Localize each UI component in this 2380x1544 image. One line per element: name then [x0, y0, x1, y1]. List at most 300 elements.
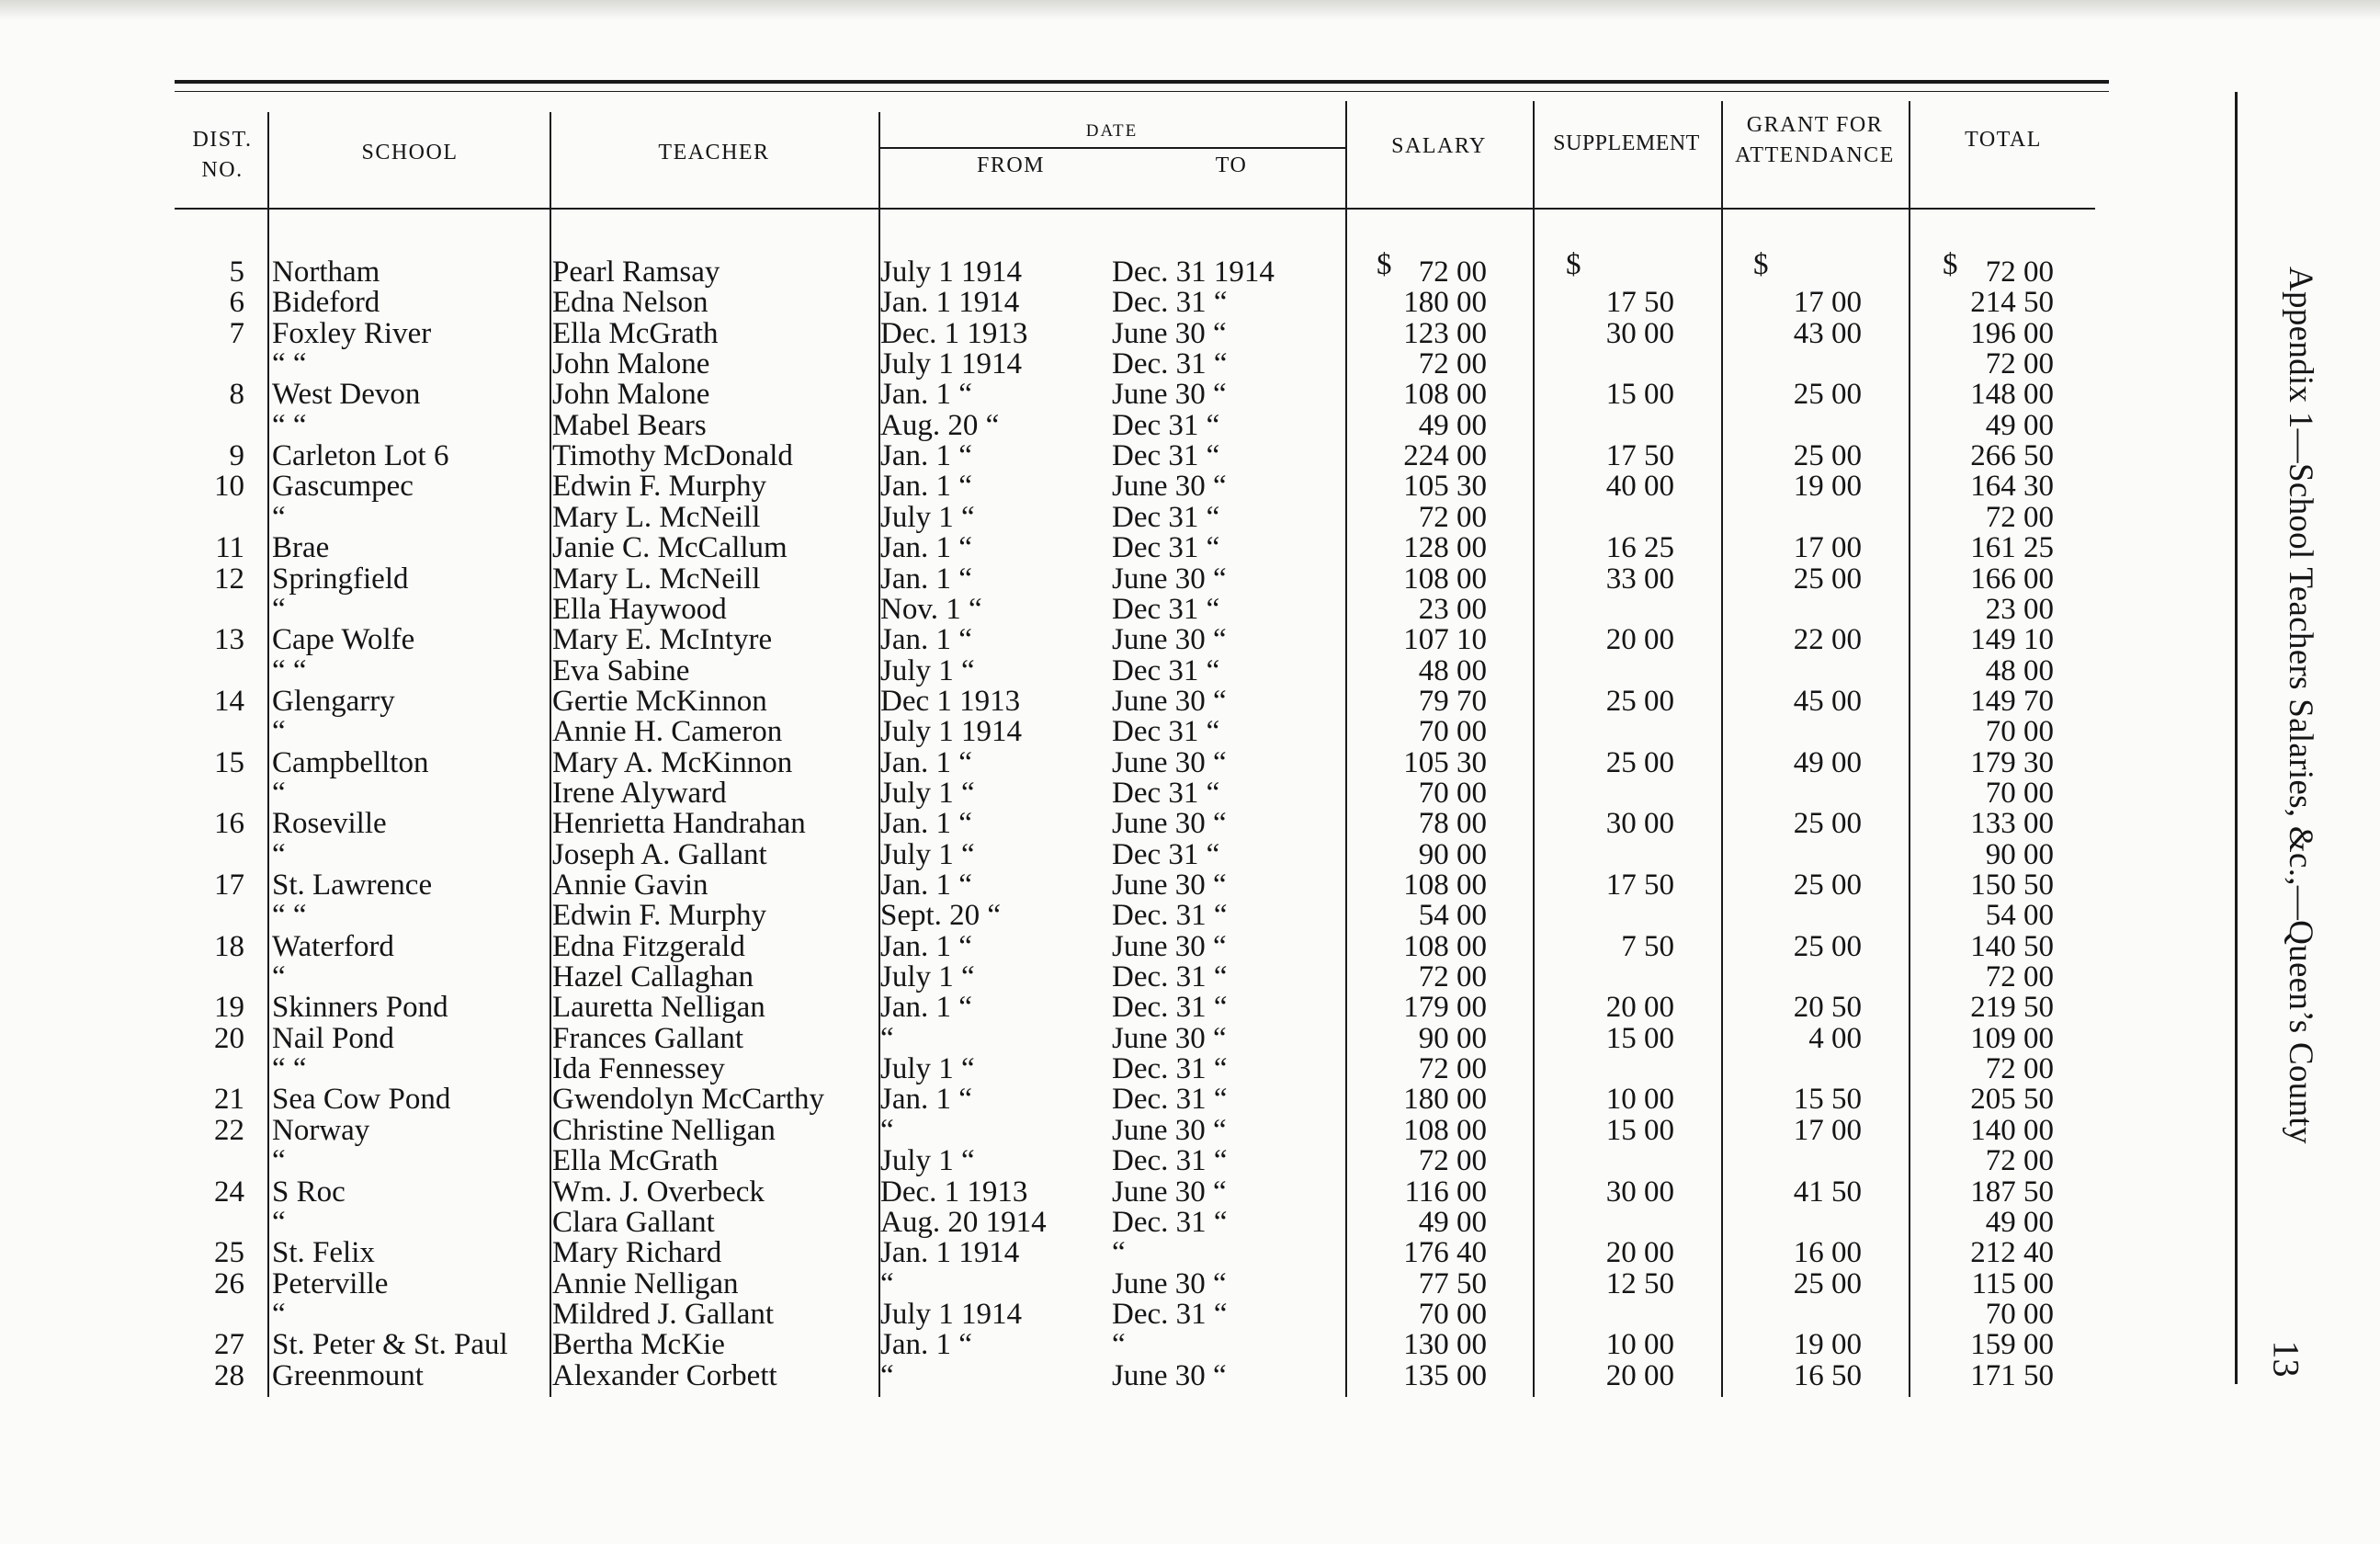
- row-19-from: July 1 “: [880, 838, 975, 871]
- row-6-from: Jan. 1 “: [880, 439, 972, 472]
- row-2-supplement: 30 00: [1605, 317, 1674, 350]
- row-18-dist: 16: [214, 807, 244, 840]
- row-34-total: 70 00: [1985, 1298, 2054, 1331]
- row-2-salary: 123 00: [1403, 317, 1487, 350]
- row-0-teacher: Pearl Ramsay: [552, 255, 720, 289]
- row-16-grant: 49 00: [1793, 746, 1862, 779]
- row-19-total: 90 00: [1985, 838, 2054, 871]
- row-6-teacher: Timothy McDonald: [552, 439, 793, 472]
- row-24-total: 219 50: [1970, 991, 2054, 1024]
- row-17-teacher: Irene Alyward: [552, 777, 727, 810]
- row-10-supplement: 33 00: [1605, 562, 1674, 596]
- row-36-from: “: [880, 1359, 894, 1392]
- row-4-school: West Devon: [272, 378, 421, 411]
- page-number: 13: [2265, 1340, 2307, 1378]
- row-12-dist: 13: [214, 623, 244, 656]
- row-18-school: Roseville: [272, 807, 387, 840]
- row-18-grant: 25 00: [1793, 807, 1862, 840]
- row-26-to: Dec. 31 “: [1112, 1052, 1228, 1085]
- row-22-grant: 25 00: [1793, 930, 1862, 963]
- row-9-grant: 17 00: [1793, 531, 1862, 564]
- row-19-school: “: [272, 838, 286, 871]
- row-9-to: Dec 31 “: [1112, 531, 1220, 564]
- row-18-total: 133 00: [1970, 807, 2054, 840]
- row-27-from: Jan. 1 “: [880, 1083, 972, 1116]
- row-27-total: 205 50: [1970, 1083, 2054, 1116]
- row-33-from: “: [880, 1267, 894, 1300]
- row-8-teacher: Mary L. McNeill: [552, 501, 761, 534]
- row-12-teacher: Mary E. McIntyre: [552, 623, 773, 656]
- header-to: TO: [1215, 153, 1248, 177]
- row-18-to: June 30 “: [1112, 807, 1227, 840]
- header-date: DATE: [1085, 121, 1139, 141]
- col-rule-1: [267, 112, 269, 1397]
- row-4-total: 148 00: [1970, 378, 2054, 411]
- row-35-salary: 130 00: [1403, 1328, 1487, 1361]
- total-dollar: $: [1943, 248, 1958, 281]
- row-25-teacher: Frances Gallant: [552, 1022, 744, 1055]
- row-21-from: Sept. 20 “: [880, 899, 1002, 932]
- row-28-from: “: [880, 1114, 894, 1147]
- row-5-school: “ “: [272, 409, 307, 442]
- row-6-grant: 25 00: [1793, 439, 1862, 472]
- row-12-school: Cape Wolfe: [272, 623, 415, 656]
- row-32-school: St. Felix: [272, 1236, 375, 1269]
- row-27-school: Sea Cow Pond: [272, 1083, 451, 1116]
- header-bottom-rule: [175, 208, 2095, 210]
- row-34-teacher: Mildred J. Gallant: [552, 1298, 775, 1331]
- row-23-salary: 72 00: [1418, 960, 1487, 993]
- row-29-school: “: [272, 1144, 286, 1177]
- row-20-salary: 108 00: [1403, 868, 1487, 902]
- row-25-school: Nail Pond: [272, 1022, 394, 1055]
- row-26-total: 72 00: [1985, 1052, 2054, 1085]
- row-36-total: 171 50: [1970, 1359, 2054, 1392]
- row-22-to: June 30 “: [1112, 930, 1227, 963]
- row-5-from: Aug. 20 “: [880, 409, 1000, 442]
- row-29-salary: 72 00: [1418, 1144, 1487, 1177]
- row-4-grant: 25 00: [1793, 378, 1862, 411]
- row-25-total: 109 00: [1970, 1022, 2054, 1055]
- row-11-to: Dec 31 “: [1112, 593, 1220, 626]
- row-14-school: Glengarry: [272, 685, 395, 718]
- row-32-teacher: Mary Richard: [552, 1236, 722, 1269]
- row-16-total: 179 30: [1970, 746, 2054, 779]
- row-7-supplement: 40 00: [1605, 470, 1674, 503]
- row-30-total: 187 50: [1970, 1175, 2054, 1209]
- row-5-total: 49 00: [1985, 409, 2054, 442]
- side-title: Appendix 1—School Teachers Salaries, &c.,—Queen’s County: [2282, 267, 2319, 1144]
- row-9-teacher: Janie C. McCallum: [552, 531, 788, 564]
- header-total: TOTAL: [1965, 128, 2042, 152]
- row-32-total: 212 40: [1970, 1236, 2054, 1269]
- row-7-from: Jan. 1 “: [880, 470, 972, 503]
- row-10-dist: 12: [214, 562, 244, 596]
- row-23-total: 72 00: [1985, 960, 2054, 993]
- row-36-school: Greenmount: [272, 1359, 424, 1392]
- header-grant: GRANT FOR ATTENDANCE: [1735, 113, 1895, 167]
- row-7-to: June 30 “: [1112, 470, 1227, 503]
- row-16-to: June 30 “: [1112, 746, 1227, 779]
- row-23-to: Dec. 31 “: [1112, 960, 1228, 993]
- row-13-school: “ “: [272, 654, 307, 687]
- row-1-salary: 180 00: [1403, 286, 1487, 319]
- row-31-from: Aug. 20 1914: [880, 1206, 1047, 1239]
- row-25-dist: 20: [214, 1022, 244, 1055]
- row-31-total: 49 00: [1985, 1206, 2054, 1239]
- row-14-from: Dec 1 1913: [880, 685, 1021, 718]
- row-35-dist: 27: [214, 1328, 244, 1361]
- row-34-school: “: [272, 1298, 286, 1331]
- row-24-dist: 19: [214, 991, 244, 1024]
- row-27-dist: 21: [214, 1083, 244, 1116]
- row-15-teacher: Annie H. Cameron: [552, 715, 783, 748]
- row-6-salary: 224 00: [1403, 439, 1487, 472]
- row-28-dist: 22: [214, 1114, 244, 1147]
- row-3-to: Dec. 31 “: [1112, 347, 1228, 380]
- row-17-school: “: [272, 777, 286, 810]
- row-14-supplement: 25 00: [1605, 685, 1674, 718]
- row-23-teacher: Hazel Callaghan: [552, 960, 754, 993]
- row-1-from: Jan. 1 1914: [880, 286, 1020, 319]
- top-rule-thin: [175, 91, 2109, 92]
- row-27-salary: 180 00: [1403, 1083, 1487, 1116]
- row-8-from: July 1 “: [880, 501, 975, 534]
- row-10-school: Springfield: [272, 562, 409, 596]
- row-9-dist: 11: [215, 531, 244, 564]
- row-35-teacher: Bertha McKie: [552, 1328, 725, 1361]
- row-35-total: 159 00: [1970, 1328, 2054, 1361]
- row-3-teacher: John Malone: [552, 347, 710, 380]
- row-4-teacher: John Malone: [552, 378, 710, 411]
- row-21-total: 54 00: [1985, 899, 2054, 932]
- row-16-salary: 105 30: [1403, 746, 1487, 779]
- row-15-school: “: [272, 715, 286, 748]
- row-27-supplement: 10 00: [1605, 1083, 1674, 1116]
- row-3-salary: 72 00: [1418, 347, 1487, 380]
- row-26-school: “ “: [272, 1052, 307, 1085]
- row-33-to: June 30 “: [1112, 1267, 1227, 1300]
- row-19-salary: 90 00: [1418, 838, 1487, 871]
- row-3-from: July 1 1914: [880, 347, 1023, 380]
- row-34-from: July 1 1914: [880, 1298, 1023, 1331]
- row-10-from: Jan. 1 “: [880, 562, 972, 596]
- row-25-from: “: [880, 1022, 894, 1055]
- row-14-salary: 79 70: [1418, 685, 1487, 718]
- row-24-supplement: 20 00: [1605, 991, 1674, 1024]
- row-32-supplement: 20 00: [1605, 1236, 1674, 1269]
- row-9-supplement: 16 25: [1605, 531, 1674, 564]
- row-16-supplement: 25 00: [1605, 746, 1674, 779]
- row-8-total: 72 00: [1985, 501, 2054, 534]
- date-sub-rule: [878, 147, 1345, 149]
- row-14-total: 149 70: [1970, 685, 2054, 718]
- row-16-dist: 15: [214, 746, 244, 779]
- row-20-grant: 25 00: [1793, 868, 1862, 902]
- header-from: FROM: [976, 153, 1046, 177]
- row-17-salary: 70 00: [1418, 777, 1487, 810]
- row-17-from: July 1 “: [880, 777, 975, 810]
- row-19-teacher: Joseph A. Gallant: [552, 838, 767, 871]
- row-2-school: Foxley River: [272, 317, 432, 350]
- row-33-salary: 77 50: [1418, 1267, 1487, 1300]
- row-22-dist: 18: [214, 930, 244, 963]
- row-9-from: Jan. 1 “: [880, 531, 972, 564]
- row-20-to: June 30 “: [1112, 868, 1227, 902]
- row-33-total: 115 00: [1971, 1267, 2054, 1300]
- row-13-from: July 1 “: [880, 654, 975, 687]
- row-1-supplement: 17 50: [1605, 286, 1674, 319]
- row-20-from: Jan. 1 “: [880, 868, 972, 902]
- row-34-to: Dec. 31 “: [1112, 1298, 1228, 1331]
- row-8-to: Dec 31 “: [1112, 501, 1220, 534]
- row-35-school: St. Peter & St. Paul: [272, 1328, 508, 1361]
- row-30-dist: 24: [214, 1175, 244, 1209]
- row-35-from: Jan. 1 “: [880, 1328, 972, 1361]
- row-31-salary: 49 00: [1418, 1206, 1487, 1239]
- row-21-salary: 54 00: [1418, 899, 1487, 932]
- row-29-to: Dec. 31 “: [1112, 1144, 1228, 1177]
- row-16-teacher: Mary A. McKinnon: [552, 746, 793, 779]
- row-2-total: 196 00: [1970, 317, 2054, 350]
- row-4-to: June 30 “: [1112, 378, 1227, 411]
- row-20-teacher: Annie Gavin: [552, 868, 708, 902]
- row-30-supplement: 30 00: [1605, 1175, 1674, 1209]
- row-36-dist: 28: [214, 1359, 244, 1392]
- row-36-supplement: 20 00: [1605, 1359, 1674, 1392]
- row-8-school: “: [272, 501, 286, 534]
- row-26-salary: 72 00: [1418, 1052, 1487, 1085]
- row-10-grant: 25 00: [1793, 562, 1862, 596]
- row-2-teacher: Ella McGrath: [552, 317, 719, 350]
- row-31-teacher: Clara Gallant: [552, 1206, 715, 1239]
- row-33-school: Peterville: [272, 1267, 389, 1300]
- row-15-salary: 70 00: [1418, 715, 1487, 748]
- row-28-grant: 17 00: [1793, 1114, 1862, 1147]
- row-11-salary: 23 00: [1418, 593, 1487, 626]
- row-0-total: 72 00: [1985, 255, 2054, 289]
- row-33-dist: 26: [214, 1267, 244, 1300]
- row-9-total: 161 25: [1970, 531, 2054, 564]
- row-3-total: 72 00: [1985, 347, 2054, 380]
- header-school: SCHOOL: [361, 141, 459, 165]
- col-rule-5: [1533, 101, 1535, 1397]
- row-34-salary: 70 00: [1418, 1298, 1487, 1331]
- row-2-to: June 30 “: [1112, 317, 1227, 350]
- row-22-total: 140 50: [1970, 930, 2054, 963]
- row-28-supplement: 15 00: [1605, 1114, 1674, 1147]
- row-18-teacher: Henrietta Handrahan: [552, 807, 806, 840]
- row-10-to: June 30 “: [1112, 562, 1227, 596]
- row-30-from: Dec. 1 1913: [880, 1175, 1028, 1209]
- row-22-from: Jan. 1 “: [880, 930, 972, 963]
- row-30-grant: 41 50: [1793, 1175, 1862, 1209]
- row-3-school: “ “: [272, 347, 307, 380]
- col-rule-6: [1721, 101, 1723, 1397]
- header-teacher: TEACHER: [658, 141, 770, 165]
- row-10-teacher: Mary L. McNeill: [552, 562, 761, 596]
- row-22-school: Waterford: [272, 930, 394, 963]
- row-24-from: Jan. 1 “: [880, 991, 972, 1024]
- row-35-grant: 19 00: [1793, 1328, 1862, 1361]
- row-11-total: 23 00: [1985, 593, 2054, 626]
- row-0-salary: 72 00: [1418, 255, 1487, 289]
- row-8-salary: 72 00: [1418, 501, 1487, 534]
- row-1-total: 214 50: [1970, 286, 2054, 319]
- row-15-to: Dec 31 “: [1112, 715, 1220, 748]
- row-27-to: Dec. 31 “: [1112, 1083, 1228, 1116]
- top-rule: [175, 80, 2109, 84]
- row-18-salary: 78 00: [1418, 807, 1487, 840]
- row-0-to: Dec. 31 1914: [1112, 255, 1275, 289]
- grant-dollar: $: [1753, 248, 1769, 281]
- row-7-grant: 19 00: [1793, 470, 1862, 503]
- row-26-teacher: Ida Fennessey: [552, 1052, 725, 1085]
- col-rule-7: [1909, 101, 1910, 1397]
- row-20-supplement: 17 50: [1605, 868, 1674, 902]
- row-25-supplement: 15 00: [1605, 1022, 1674, 1055]
- row-19-to: Dec 31 “: [1112, 838, 1220, 871]
- header-supplement: SUPPLEMENT: [1553, 131, 1700, 155]
- row-24-teacher: Lauretta Nelligan: [552, 991, 765, 1024]
- row-6-total: 266 50: [1970, 439, 2054, 472]
- row-31-to: Dec. 31 “: [1112, 1206, 1228, 1239]
- row-1-dist: 6: [229, 286, 244, 319]
- row-15-from: July 1 1914: [880, 715, 1023, 748]
- row-1-grant: 17 00: [1793, 286, 1862, 319]
- row-32-from: Jan. 1 1914: [880, 1236, 1020, 1269]
- row-2-grant: 43 00: [1793, 317, 1862, 350]
- row-24-grant: 20 50: [1793, 991, 1862, 1024]
- row-25-grant: 4 00: [1808, 1022, 1862, 1055]
- page-edge-shadow: [0, 0, 2380, 20]
- row-26-from: July 1 “: [880, 1052, 975, 1085]
- row-32-to: “: [1112, 1236, 1126, 1269]
- row-30-school: S Roc: [272, 1175, 346, 1209]
- row-6-to: Dec 31 “: [1112, 439, 1220, 472]
- row-27-grant: 15 50: [1793, 1083, 1862, 1116]
- row-32-dist: 25: [214, 1236, 244, 1269]
- row-10-total: 166 00: [1970, 562, 2054, 596]
- row-14-grant: 45 00: [1793, 685, 1862, 718]
- row-13-total: 48 00: [1985, 654, 2054, 687]
- row-27-teacher: Gwendolyn McCarthy: [552, 1083, 825, 1116]
- row-11-from: Nov. 1 “: [880, 593, 982, 626]
- row-33-supplement: 12 50: [1605, 1267, 1674, 1300]
- row-21-school: “ “: [272, 899, 307, 932]
- row-18-from: Jan. 1 “: [880, 807, 972, 840]
- row-14-teacher: Gertie McKinnon: [552, 685, 767, 718]
- header-salary: SALARY: [1391, 134, 1487, 158]
- row-10-salary: 108 00: [1403, 562, 1487, 596]
- col-rule-2: [550, 112, 551, 1397]
- row-33-teacher: Annie Nelligan: [552, 1267, 739, 1300]
- row-30-teacher: Wm. J. Overbeck: [552, 1175, 765, 1209]
- row-22-salary: 108 00: [1403, 930, 1487, 963]
- row-14-dist: 14: [214, 685, 244, 718]
- row-12-salary: 107 10: [1403, 623, 1487, 656]
- row-7-salary: 105 30: [1403, 470, 1487, 503]
- row-11-school: “: [272, 593, 286, 626]
- row-7-dist: 10: [214, 470, 244, 503]
- row-35-supplement: 10 00: [1605, 1328, 1674, 1361]
- row-12-to: June 30 “: [1112, 623, 1227, 656]
- row-11-teacher: Ella Haywood: [552, 593, 727, 626]
- row-4-salary: 108 00: [1403, 378, 1487, 411]
- row-6-supplement: 17 50: [1605, 439, 1674, 472]
- row-20-dist: 17: [214, 868, 244, 902]
- row-28-total: 140 00: [1970, 1114, 2054, 1147]
- row-15-total: 70 00: [1985, 715, 2054, 748]
- row-4-supplement: 15 00: [1605, 378, 1674, 411]
- row-29-teacher: Ella McGrath: [552, 1144, 719, 1177]
- row-30-to: June 30 “: [1112, 1175, 1227, 1209]
- row-12-supplement: 20 00: [1605, 623, 1674, 656]
- row-4-dist: 8: [229, 378, 244, 411]
- row-20-total: 150 50: [1970, 868, 2054, 902]
- row-2-from: Dec. 1 1913: [880, 317, 1028, 350]
- row-17-to: Dec 31 “: [1112, 777, 1220, 810]
- row-24-salary: 179 00: [1403, 991, 1487, 1024]
- row-9-salary: 128 00: [1403, 531, 1487, 564]
- row-2-dist: 7: [229, 317, 244, 350]
- row-28-school: Norway: [272, 1114, 370, 1147]
- row-31-school: “: [272, 1206, 286, 1239]
- row-4-from: Jan. 1 “: [880, 378, 972, 411]
- row-6-school: Carleton Lot 6: [272, 439, 449, 472]
- row-25-to: June 30 “: [1112, 1022, 1227, 1055]
- row-0-from: July 1 1914: [880, 255, 1023, 289]
- row-22-supplement: 7 50: [1621, 930, 1674, 963]
- row-0-school: Northam: [272, 255, 380, 289]
- row-36-grant: 16 50: [1793, 1359, 1862, 1392]
- header-dist-no: DIST. NO.: [192, 128, 253, 182]
- right-margin-rule: [2235, 92, 2238, 1384]
- row-29-total: 72 00: [1985, 1144, 2054, 1177]
- salary-dollar: $: [1377, 248, 1392, 281]
- row-21-to: Dec. 31 “: [1112, 899, 1228, 932]
- row-0-dist: 5: [229, 255, 244, 289]
- row-28-to: June 30 “: [1112, 1114, 1227, 1147]
- row-6-dist: 9: [229, 439, 244, 472]
- row-29-from: July 1 “: [880, 1144, 975, 1177]
- row-13-to: Dec 31 “: [1112, 654, 1220, 687]
- row-1-teacher: Edna Nelson: [552, 286, 708, 319]
- row-13-teacher: Eva Sabine: [552, 654, 690, 687]
- row-32-grant: 16 00: [1793, 1236, 1862, 1269]
- row-1-school: Bideford: [272, 286, 380, 319]
- row-7-total: 164 30: [1970, 470, 2054, 503]
- row-36-to: June 30 “: [1112, 1359, 1227, 1392]
- row-30-salary: 116 00: [1404, 1175, 1487, 1209]
- row-36-teacher: Alexander Corbett: [552, 1359, 777, 1392]
- row-9-school: Brae: [272, 531, 330, 564]
- row-32-salary: 176 40: [1403, 1236, 1487, 1269]
- row-12-from: Jan. 1 “: [880, 623, 972, 656]
- row-16-school: Campbellton: [272, 746, 429, 779]
- row-16-from: Jan. 1 “: [880, 746, 972, 779]
- row-20-school: St. Lawrence: [272, 868, 433, 902]
- row-21-teacher: Edwin F. Murphy: [552, 899, 766, 932]
- row-28-salary: 108 00: [1403, 1114, 1487, 1147]
- row-5-to: Dec 31 “: [1112, 409, 1220, 442]
- row-12-total: 149 10: [1970, 623, 2054, 656]
- row-7-school: Gascumpec: [272, 470, 414, 503]
- row-24-to: Dec. 31 “: [1112, 991, 1228, 1024]
- row-18-supplement: 30 00: [1605, 807, 1674, 840]
- row-1-to: Dec. 31 “: [1112, 286, 1228, 319]
- supplement-dollar: $: [1566, 248, 1581, 281]
